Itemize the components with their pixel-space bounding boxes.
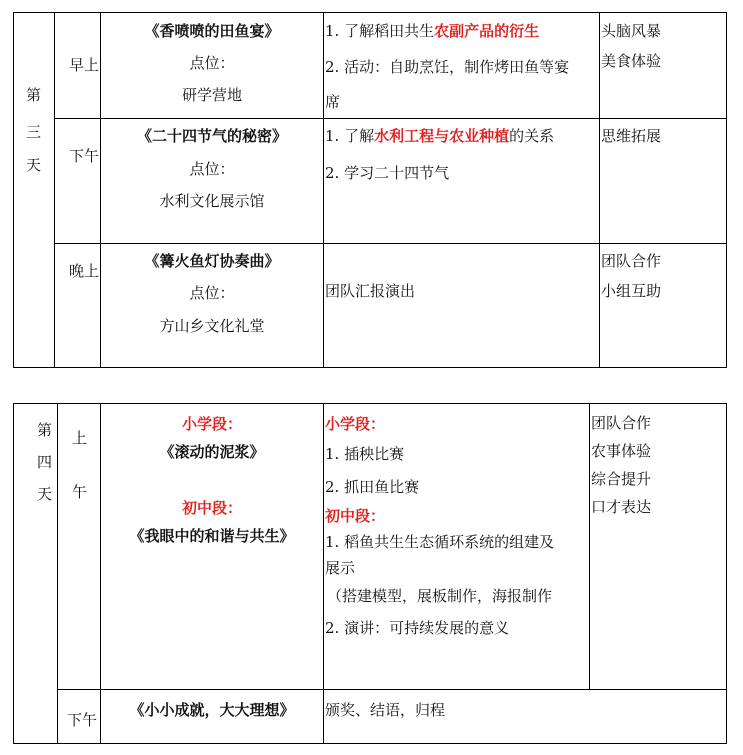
ability-item: 团队合作 xyxy=(591,414,652,432)
day-label: 天 xyxy=(37,485,53,503)
content-line xyxy=(325,163,449,183)
activity-title: 《我眼中的和谐与共生》 xyxy=(129,527,295,545)
time-slot: 下午 xyxy=(67,711,98,729)
activity-title: 《香喷喷的田鱼宴》 xyxy=(144,22,280,40)
content-line xyxy=(325,126,554,146)
stage-label-junior: 初中段： xyxy=(181,499,242,517)
day-label: 四 xyxy=(37,453,53,471)
item-text: 活动：自助烹饪，制作烤田鱼等宴 xyxy=(339,58,570,76)
content-line: 团队汇报演出 xyxy=(325,282,416,300)
ability-item: 小组互助 xyxy=(601,282,662,300)
location-label: 点位： xyxy=(189,54,235,72)
location-label: 点位： xyxy=(189,160,235,178)
item-text: 稻鱼共生生态循环系统的组建及 xyxy=(339,533,555,551)
item-text: 的关系 xyxy=(509,127,555,145)
item-number: 1. xyxy=(325,533,340,551)
item-number: 2. xyxy=(325,478,340,496)
divider xyxy=(54,13,55,367)
stage-label-primary: 小学段： xyxy=(325,415,386,433)
ability-item: 农事体验 xyxy=(591,442,652,460)
day-label: 天 xyxy=(26,156,42,174)
divider xyxy=(54,118,726,119)
item-text: 了解稻田共生 xyxy=(339,22,435,40)
item-number: 2. xyxy=(325,58,340,76)
stage-label-junior: 初中段： xyxy=(325,507,386,525)
divider xyxy=(589,404,590,689)
day4-table xyxy=(13,403,727,744)
content-line xyxy=(325,532,554,552)
content-line xyxy=(325,57,569,77)
divider xyxy=(323,404,324,743)
day-label: 第 xyxy=(26,86,42,104)
divider xyxy=(57,689,726,690)
ability-item: 美食体验 xyxy=(601,52,662,70)
divider xyxy=(57,404,58,743)
divider xyxy=(323,13,324,367)
time-slot: 早上 xyxy=(69,56,100,74)
divider xyxy=(54,243,726,244)
activity-title: 《篝火鱼灯协奏曲》 xyxy=(144,252,280,270)
item-text: 了解 xyxy=(339,127,375,145)
content-line xyxy=(325,618,509,638)
content-line xyxy=(325,21,539,41)
location: 研学营地 xyxy=(181,86,242,104)
ability-item: 头脑风暴 xyxy=(601,22,662,40)
time-slot: 下午 xyxy=(69,147,100,165)
content-line: 颁奖、结语，归程 xyxy=(325,701,446,719)
item-highlight: 水利工程与农业种植 xyxy=(374,127,510,145)
content-line: （搭建模型，展板制作，海报制作 xyxy=(327,587,553,605)
location: 方山乡文化礼堂 xyxy=(159,317,265,335)
day-label: 三 xyxy=(26,123,42,141)
time-slot: 晚上 xyxy=(69,262,100,280)
ability-item: 团队合作 xyxy=(601,252,662,270)
divider xyxy=(599,13,600,367)
location: 水利文化展示馆 xyxy=(159,192,265,210)
content-line xyxy=(325,444,404,464)
day3-table xyxy=(13,12,727,368)
ability-item: 综合提升 xyxy=(591,470,652,488)
item-number: 1. xyxy=(325,22,340,40)
content-line: 席 xyxy=(325,93,341,111)
item-highlight: 农副产品的衍生 xyxy=(434,22,540,40)
day-label: 第 xyxy=(37,421,53,439)
content-line xyxy=(325,477,419,497)
stage-label-primary: 小学段： xyxy=(181,415,242,433)
activity-title: 《小小成就，大大理想》 xyxy=(129,701,295,719)
ability-item: 思维拓展 xyxy=(601,127,662,145)
time-slot: 午 xyxy=(72,483,88,501)
time-slot: 上 xyxy=(72,429,88,447)
item-text: 抓田鱼比赛 xyxy=(339,478,420,496)
ability-item: 口才表达 xyxy=(591,498,652,516)
item-number: 2. xyxy=(325,164,340,182)
activity-title: 《滚动的泥浆》 xyxy=(159,443,265,461)
item-text: 插秧比赛 xyxy=(339,445,405,463)
location-label: 点位： xyxy=(189,284,235,302)
item-number: 1. xyxy=(325,445,340,463)
activity-title: 《二十四节气的秘密》 xyxy=(136,127,287,145)
item-text: 演讲：可持续发展的意义 xyxy=(339,619,510,637)
item-number: 2. xyxy=(325,619,340,637)
content-line: 展示 xyxy=(325,559,356,577)
item-text: 学习二十四节气 xyxy=(339,164,450,182)
item-number: 1. xyxy=(325,127,340,145)
